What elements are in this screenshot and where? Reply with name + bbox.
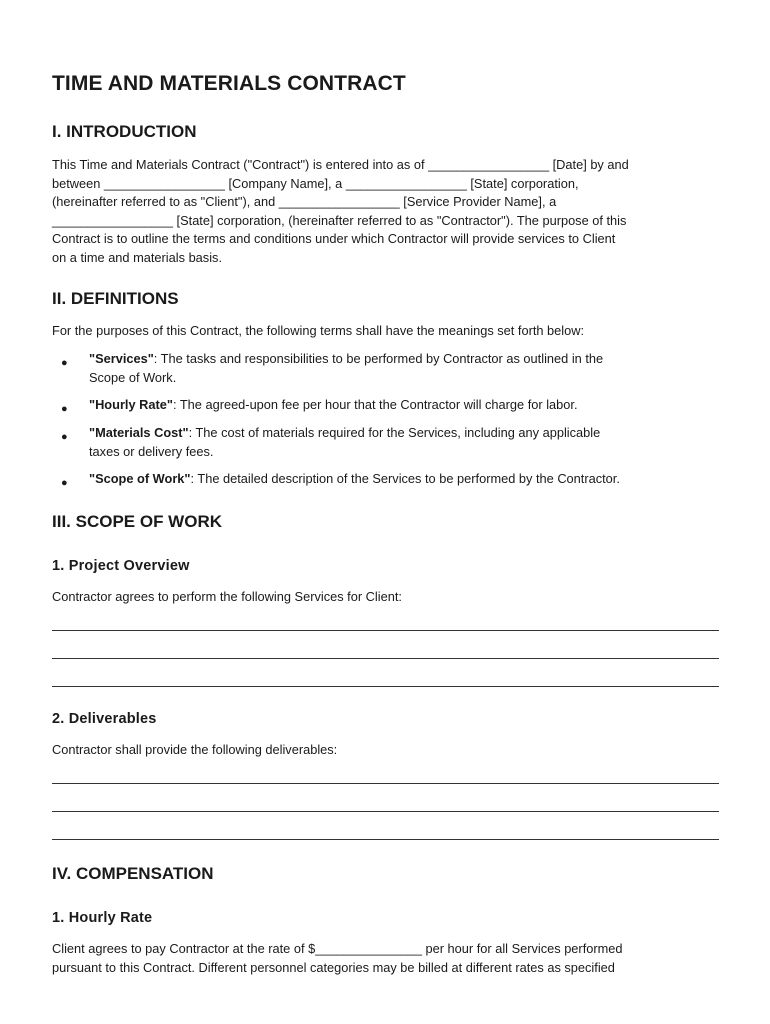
project-overview-blank-line[interactable]	[52, 658, 719, 659]
definition-text: : The tasks and responsibilities to be performed by Contractor as outlined in the	[153, 351, 604, 366]
intro-line: Contract is to outline the terms and conditions under which Contractor will provide services to Client	[52, 231, 616, 247]
hourly-rate-line: Client agrees to pay Contractor at the rate of $_______________ per hour for all Services performed	[52, 941, 623, 956]
definition-item-scope-of-work	[52, 470, 720, 489]
project-overview-blank-line[interactable]	[52, 686, 719, 687]
definitions-lead: For the purposes of this Contract, the following terms shall have the meanings set forth below:	[52, 323, 585, 338]
subheading-project-overview: 1. Project Overview	[52, 558, 190, 574]
section-heading-introduction: I. INTRODUCTION	[52, 122, 197, 141]
definition-text: Scope of Work.	[89, 369, 177, 385]
definition-text: taxes or delivery fees.	[89, 443, 214, 459]
definition-term: "Materials Cost"	[89, 425, 189, 440]
deliverables-blank-line[interactable]	[52, 839, 719, 840]
deliverables-blank-line[interactable]	[52, 783, 719, 784]
definition-text: : The cost of materials required for the Services, including any applicable	[188, 425, 601, 440]
deliverables-text: Contractor shall provide the following deliverables:	[52, 742, 338, 757]
section-heading-definitions: II. DEFINITIONS	[52, 289, 179, 308]
intro-line: _________________ [State] corporation, (hereinafter referred to as "Contractor"). The purpose of this	[52, 212, 627, 228]
bullet-icon: ●	[61, 477, 68, 489]
definition-item-hourly-rate	[52, 396, 720, 415]
bullet-icon: ●	[61, 431, 68, 443]
definition-item-materials-cost	[52, 424, 720, 461]
definition-text: : The detailed description of the Services to be performed by the Contractor.	[190, 471, 620, 486]
definition-text: : The agreed-upon fee per hour that the Contractor will charge for labor.	[172, 397, 578, 412]
bullet-icon: ●	[61, 357, 68, 369]
section-heading-scope-of-work: III. SCOPE OF WORK	[52, 512, 223, 531]
intro-line: (hereinafter referred to as "Client"), and _________________ [Service Provider Name], a	[52, 194, 557, 210]
definition-term: "Scope of Work"	[89, 471, 191, 486]
bullet-icon: ●	[61, 403, 68, 415]
section-heading-compensation: IV. COMPENSATION	[52, 864, 214, 883]
hourly-rate-line: pursuant to this Contract. Different personnel categories may be billed at different rates as specified	[52, 959, 615, 975]
intro-line: This Time and Materials Contract ("Contract") is entered into as of _________________ [Date] by and	[52, 157, 629, 172]
definition-item-services	[52, 350, 720, 387]
deliverables-blank-line[interactable]	[52, 811, 719, 812]
subheading-hourly-rate: 1. Hourly Rate	[52, 910, 153, 926]
subheading-deliverables: 2. Deliverables	[52, 711, 157, 727]
definition-term: "Services"	[89, 351, 154, 366]
intro-line: between _________________ [Company Name], a _________________ [State] corporation,	[52, 175, 579, 191]
introduction-paragraph	[52, 156, 720, 268]
project-overview-blank-line[interactable]	[52, 630, 719, 631]
hourly-rate-paragraph	[52, 940, 720, 977]
project-overview-text: Contractor agrees to perform the following Services for Client:	[52, 589, 402, 604]
definition-term: "Hourly Rate"	[89, 397, 173, 412]
document-title: TIME AND MATERIALS CONTRACT	[52, 72, 406, 95]
intro-line: on a time and materials basis.	[52, 249, 222, 265]
